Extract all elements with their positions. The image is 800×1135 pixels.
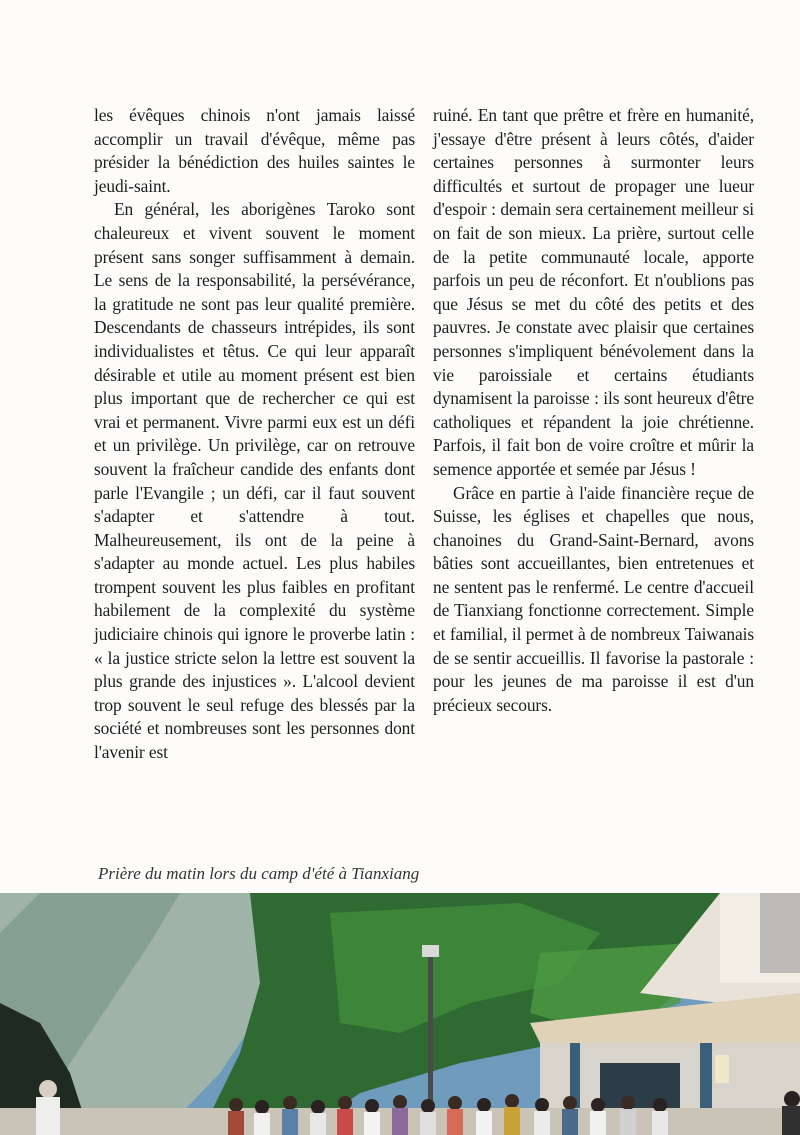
camp-photo-illustration (0, 893, 800, 1135)
right-paragraph-2: Grâce en partie à l'aide financière reçue de Suisse, les églises et chapelles que nous, chanoines du Grand-Saint-Bernard, avons bâties sont accueillantes, bien entretenues et ne sentent pas le renfermé. Le centre d'accueil de Tianxiang fonctionne correctement. Simple et familial, il permet à de nombreux Taiwanais de se sentir accueillis. Il favorise la pastorale : pour les jeunes de ma paroisse il est d'un précieux secours. (433, 482, 754, 715)
left-text-column (94, 104, 415, 765)
right-text-column (433, 104, 754, 717)
photo-caption: Prière du matin lors du camp d'été à Tianxiang (98, 864, 420, 883)
right-paragraph-1: ruiné. En tant que prêtre et frère en humanité, j'essaye d'être présent à leurs côtés, d'aider certaines personnes à surmonter leurs difficultés et surtout de propager une lueur d'espoir : demain sera certainement meilleur si on fait de son mieux. La prière, surtout celle de la petite communauté locale, apporte parfois un peu de réconfort. Et n'oublions pas que Jésus se met du côté des petits et des pauvres. Je constate avec plaisir que certaines personnes s'impliquent bénévolement dans la vie paroissiale et certains étudiants dynamisent la paroisse : ils sont heureux d'être catholiques et répandent la joie chrétienne. Parfois, il fait bon de voire croître et mûrir la semence apportée et semée par Jésus ! (433, 105, 754, 479)
left-paragraph-1: les évêques chinois n'ont jamais laissé accomplir un travail d'évêque, même pas présider la bénédiction des huiles saintes le jeudi-saint. (94, 105, 415, 196)
camp-photo (0, 893, 800, 1135)
left-paragraph-2: En général, les aborigènes Taroko sont chaleureux et vivent souvent le moment présent sans songer suffisamment à demain. Le sens de la responsabilité, la persévérance, la gratitude ne sont pas leur qualité première. Descendants de chasseurs intrépides, ils sont individualistes et têtus. Ce qui leur apparaît désirable et utile au moment présent est bien plus important que de rechercher ce qui est vrai et permanent. Vivre parmi eux est un défi et un privilège. Un privilège, car on retrouve souvent la fraîcheur candide des enfants dont parle l'Evangile ; un défi, car il faut souvent s'adapter et s'attendre à tout. Malheureusement, ils ont de la peine à s'adapter au monde actuel. Les plus habiles trompent souvent les plus faibles en profitant habilement de la complexité du système judiciaire chinois qui ignore le proverbe latin : « la justice stricte selon la lettre est souvent la plus grande des injustices ». L'alcool devient trop souvent le seul refuge des blessés par la société et nombreuses sont les personnes dont l'avenir est (94, 199, 415, 763)
